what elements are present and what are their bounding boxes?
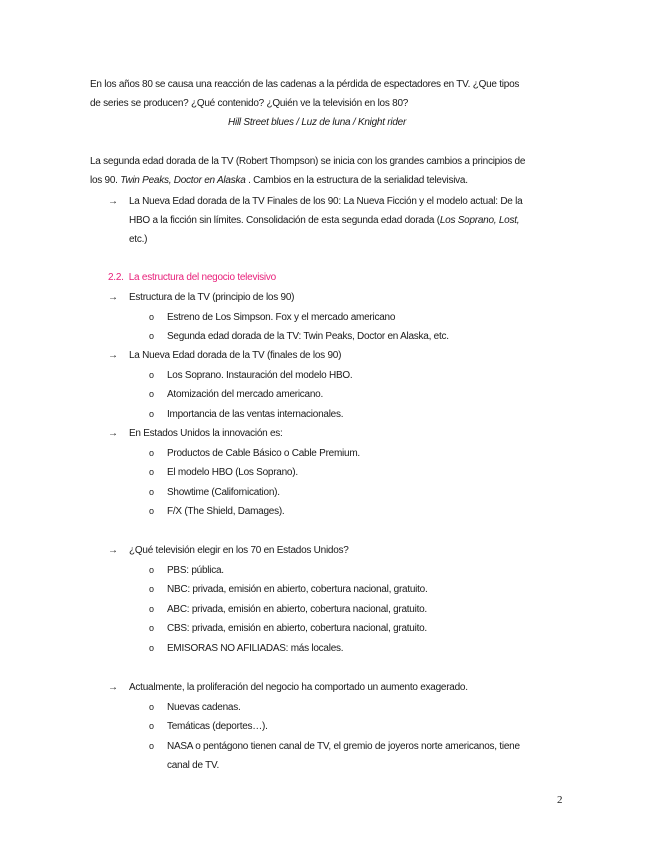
- section-heading: [108, 271, 276, 284]
- intro-line-2: de series se producen? ¿Qué contenido? ¿Quién ve la televisión en los 80?: [90, 98, 409, 109]
- list-item: F/X (The Shield, Damages).: [167, 506, 285, 517]
- list-item: EMISORAS NO AFILIADAS: más locales.: [167, 643, 344, 654]
- arrow-icon: →: [108, 350, 118, 361]
- list-item: Temáticas (deportes…).: [167, 721, 268, 732]
- arrow-icon: →: [108, 292, 118, 303]
- bullet-icon: o: [149, 702, 154, 712]
- list-item: Nuevas cadenas.: [167, 702, 241, 713]
- section-number: 2.2.: [108, 272, 124, 283]
- bullet-icon: o: [149, 448, 154, 458]
- page-number: 2: [557, 794, 563, 806]
- arrow-icon: →: [108, 545, 118, 556]
- arrow-icon: →: [108, 196, 118, 207]
- bullet-icon: o: [149, 741, 154, 751]
- list-item: PBS: pública.: [167, 565, 224, 576]
- second-age-bullet-line-3: etc.): [129, 234, 148, 245]
- list-item-continuation: canal de TV.: [167, 760, 220, 771]
- intro-line-1: En los años 80 se causa una reacción de las cadenas a la pérdida de espectadores en TV. ¿Que tipos: [90, 79, 520, 90]
- bullet-icon: o: [149, 409, 154, 419]
- list-item: Atomización del mercado americano.: [167, 389, 324, 400]
- bullet-icon: o: [149, 331, 154, 341]
- group-title: Estructura de la TV (principio de los 90): [129, 292, 295, 303]
- second-age-prefix: los 90.: [90, 175, 118, 186]
- list-item: Los Soprano. Instauración del modelo HBO.: [167, 370, 353, 381]
- second-age-titles: Twin Peaks, Doctor en Alaska: [120, 175, 246, 186]
- second-age-line-2: [90, 174, 468, 187]
- bullet-icon: o: [149, 565, 154, 575]
- second-age-line-1: La segunda edad dorada de la TV (Robert Thompson) se inicia con los grandes cambios a principios de: [90, 156, 526, 167]
- group-title: La Nueva Edad dorada de la TV (finales de los 90): [129, 350, 342, 361]
- list-item: Showtime (Californication).: [167, 487, 280, 498]
- arrow-icon: →: [108, 428, 118, 439]
- second-age-bullet-line-1: La Nueva Edad dorada de la TV Finales de los 90: La Nueva Ficción y el modelo actual: De la: [129, 196, 523, 207]
- list-item: Importancia de las ventas internacionales.: [167, 409, 344, 420]
- list-item: NBC: privada, emisión en abierto, cobertura nacional, gratuito.: [167, 584, 428, 595]
- bullet-icon: o: [149, 604, 154, 614]
- list-item: El modelo HBO (Los Soprano).: [167, 467, 298, 478]
- second-age-bullet-text: HBO a la ficción sin límites. Consolidación de esta segunda edad dorada (: [129, 215, 440, 226]
- intro-examples: Hill Street blues / Luz de luna / Knight rider: [228, 117, 407, 128]
- bullet-icon: o: [149, 643, 154, 653]
- list-item: CBS: privada, emisión en abierto, cobertura nacional, gratuito.: [167, 623, 427, 634]
- list-item: Segunda edad dorada de la TV: Twin Peaks, Doctor en Alaska, etc.: [167, 331, 449, 342]
- bullet-icon: o: [149, 506, 154, 516]
- bullet-icon: o: [149, 721, 154, 731]
- list-item: ABC: privada, emisión en abierto, cobertura nacional, gratuito.: [167, 604, 427, 615]
- group-title: En Estados Unidos la innovación es:: [129, 428, 283, 439]
- bullet-icon: o: [149, 584, 154, 594]
- list-item: Estreno de Los Simpson. Fox y el mercado americano: [167, 312, 396, 323]
- bullet-icon: o: [149, 487, 154, 497]
- bullet-icon: o: [149, 623, 154, 633]
- bullet-icon: o: [149, 312, 154, 322]
- section-title: La estructura del negocio televisivo: [128, 272, 276, 283]
- second-age-suffix: . Cambios en la estructura de la serialidad televisiva.: [248, 175, 468, 186]
- second-age-bullet-line-2: [129, 214, 519, 227]
- group-title: ¿Qué televisión elegir en los 70 en Estados Unidos?: [129, 545, 349, 556]
- bullet-icon: o: [149, 370, 154, 380]
- bullet-icon: o: [149, 389, 154, 399]
- list-item: Productos de Cable Básico o Cable Premium.: [167, 448, 360, 459]
- second-age-bullet-titles: Los Soprano, Lost,: [439, 215, 520, 226]
- bullet-icon: o: [149, 467, 154, 477]
- list-item: NASA o pentágono tienen canal de TV, el gremio de joyeros norte americanos, tiene: [167, 741, 520, 752]
- arrow-icon: →: [108, 682, 118, 693]
- group-title: Actualmente, la proliferación del negocio ha comportado un aumento exagerado.: [129, 682, 468, 693]
